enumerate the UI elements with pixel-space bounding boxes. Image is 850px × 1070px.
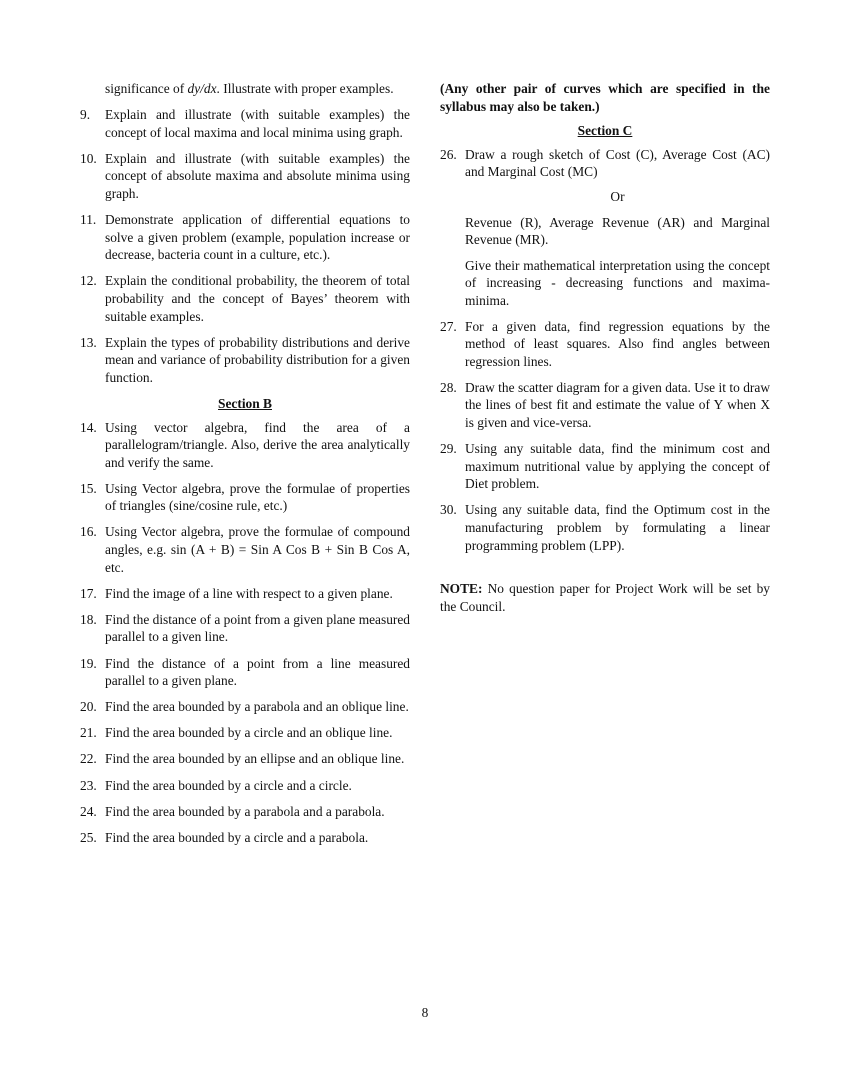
curves-note: (Any other pair of curves which are specified in the syllabus may also be taken.) (440, 81, 770, 114)
or-label: Or (610, 188, 625, 204)
item-number: 21. (80, 725, 97, 741)
note-text: No question paper for Project Work will be set by the Council. (440, 581, 770, 614)
item-text: Find the area bounded by a circle and a circle. (105, 777, 352, 793)
item-number: 29. (440, 441, 457, 457)
list-item (80, 419, 410, 472)
section-b-heading: Section B (218, 395, 272, 411)
list-item (440, 146, 770, 181)
item-text: Using vector algebra, find the area of a parallelogram/triangle. Also, derive the area analytically and verify the same. (105, 419, 410, 470)
item-text: Find the area bounded by a parabola and a parabola. (105, 803, 385, 819)
derivative-symbol: dy/dx (187, 81, 217, 96)
list-item (80, 334, 410, 387)
items-list-a (80, 106, 410, 386)
item-number: 9. (80, 107, 91, 123)
item-text: Draw the scatter diagram for a given data. Use it to draw the lines of best fit and estimate the value of Y when X is given and vice-versa. (465, 379, 770, 430)
item-text: Explain and illustrate (with suitable examples) the concept of local maxima and local minima using graph. (105, 107, 410, 140)
item-text: Explain the conditional probability, the theorem of total probability and the concept of Bayes’ theorem with suitable examples. (105, 273, 410, 324)
item-text: Find the distance of a point from a given plane measured parallel to a given line. (105, 611, 410, 645)
page-number: 8 (421, 1005, 429, 1020)
item-text: Using Vector algebra, prove the formulae of properties of triangles (sine/cosine rule, etc.) (105, 480, 410, 514)
list-item (80, 724, 410, 742)
item-text: Find the distance of a point from a line measured parallel to a given plane. (105, 655, 410, 689)
list-item (80, 523, 410, 576)
item-number: 26. (440, 146, 457, 162)
item-text: Draw a rough sketch of Cost (C), Average Cost (AC) and Marginal Cost (MC) (465, 146, 770, 180)
project-work-note (440, 580, 770, 615)
item-text: Using any suitable data, find the Optimum cost in the manufacturing problem by formulating a linear programming problem (LPP). (465, 502, 770, 553)
item-number: 30. (440, 502, 457, 518)
list-item (80, 698, 410, 716)
right-column (440, 80, 770, 615)
item-text: Find the area bounded by a circle and a parabola. (105, 829, 369, 845)
item-text: Find the area bounded by an ellipse and an oblique line. (105, 751, 405, 767)
list-item (440, 379, 770, 432)
list-item (440, 440, 770, 493)
list-item (440, 318, 770, 371)
list-item (80, 150, 410, 203)
list-item (80, 611, 410, 646)
item-text: Explain the types of probability distributions and derive mean and variance of probability distribution for a given function. (105, 334, 410, 385)
item-number: 24. (80, 803, 97, 819)
items-list-b (80, 419, 410, 847)
item-text: Explain and illustrate (with suitable examples) the concept of absolute maxima and absolute minima using graph. (105, 150, 410, 201)
item-number: 15. (80, 480, 97, 496)
list-item (80, 106, 410, 141)
item-number: 23. (80, 777, 97, 793)
item-number: 27. (440, 318, 457, 334)
list-item (80, 777, 410, 795)
list-item (80, 272, 410, 325)
item-number: 18. (80, 611, 97, 627)
list-item (80, 829, 410, 847)
list-item (80, 803, 410, 821)
note-label: NOTE: (440, 581, 483, 597)
item-text: Find the area bounded by a parabola and an oblique line. (105, 699, 409, 715)
list-item (80, 750, 410, 768)
item-number: 10. (80, 150, 97, 166)
list-item (80, 585, 410, 603)
item-26-extra: Give their mathematical interpretation using the concept of increasing - decreasing functions and maxima-minima. (465, 257, 770, 308)
continuation-text: significance of dy/dx. Illustrate with proper examples. (105, 81, 394, 96)
item-text: Find the image of a line with respect to a given plane. (105, 585, 393, 601)
item-number: 11. (80, 212, 97, 228)
list-item (80, 655, 410, 690)
item-number: 16. (80, 524, 97, 540)
list-item (440, 501, 770, 554)
item-number: 13. (80, 334, 97, 350)
left-column (80, 80, 410, 855)
item-number: 12. (80, 273, 97, 289)
item-number: 17. (80, 585, 97, 601)
item-number: 28. (440, 379, 457, 395)
item-text: Demonstrate application of differential equations to solve a given problem (example, population increase or decrease, bacteria count in a culture, etc.). (105, 212, 410, 263)
item-text: Using Vector algebra, prove the formulae of compound angles, e.g. sin (A + B) = Sin A Cos B + Sin B Cos A, etc. (105, 524, 410, 575)
item-text: Find the area bounded by a circle and an oblique line. (105, 725, 393, 741)
item-number: 19. (80, 655, 97, 671)
item-26-alternative: Revenue (R), Average Revenue (AR) and Marginal Revenue (MR). (465, 214, 770, 248)
list-item (80, 480, 410, 515)
items-list-c (440, 318, 770, 555)
item-number: 25. (80, 829, 97, 845)
item-text: For a given data, find regression equations by the method of least squares. Also find angles between regression lines. (465, 318, 770, 369)
section-c-heading: Section C (577, 123, 633, 139)
item-number: 20. (80, 699, 97, 715)
item-number: 22. (80, 751, 97, 767)
item-text: Using any suitable data, find the minimum cost and maximum nutritional value by applying the concept of Diet problem. (465, 441, 770, 492)
item-number: 14. (80, 419, 97, 435)
list-item (80, 211, 410, 264)
